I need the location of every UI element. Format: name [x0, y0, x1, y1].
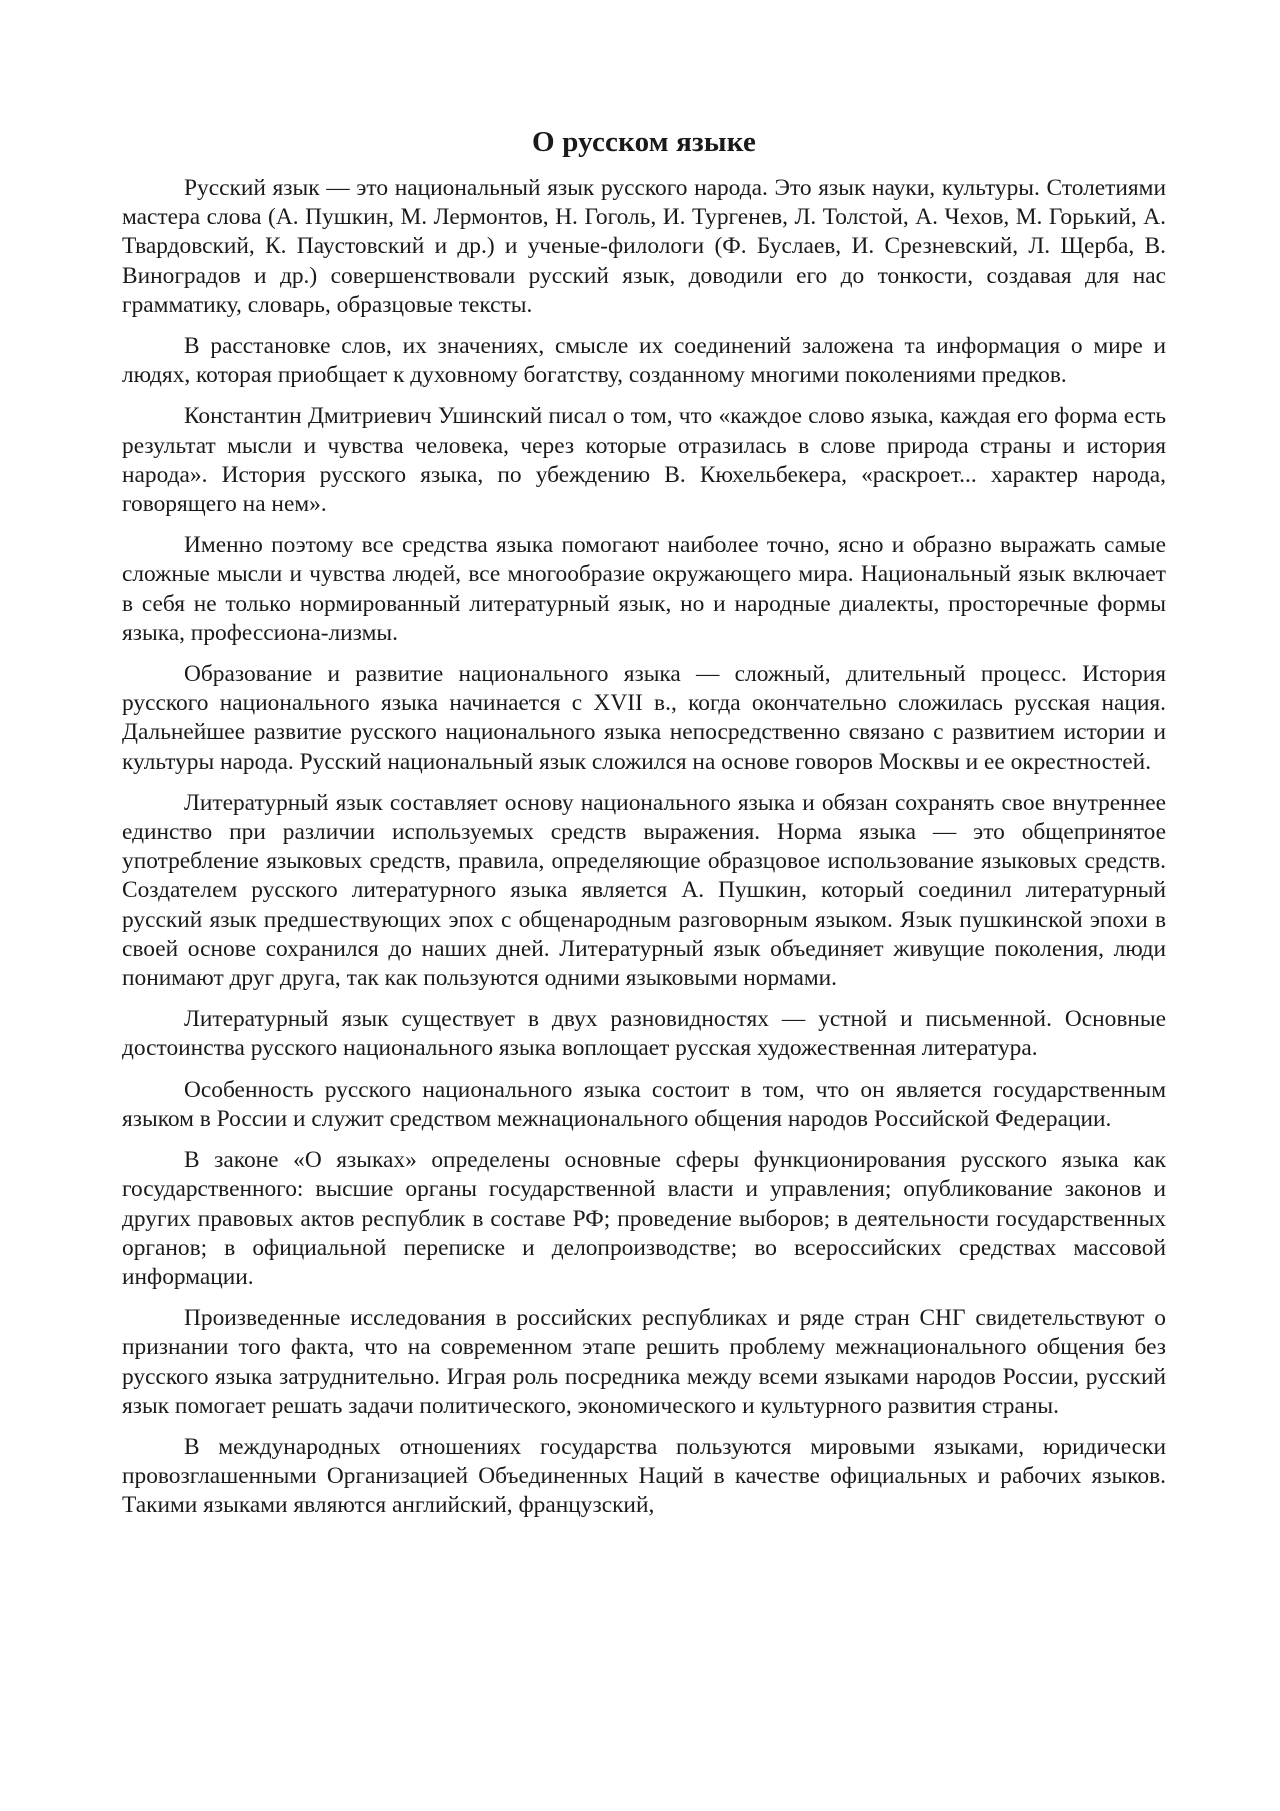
document-body — [122, 122, 1166, 1521]
document-title: О русском языке — [531, 126, 757, 158]
paragraph-8: Особенность русского национального языка состоит в том, что он является государственным языком в России и служит средством межнационального общения народов Российской Федерации. — [122, 1076, 1166, 1132]
paragraph-5: Образование и развитие национального языка — сложный, длительный процесс. История русского национального языка начинается с XVII в., когда окончательно сложилась русская нация. Дальнейшее развитие русского национального языка непосредственно связано с развитием истории и культуры народа. Русский национальный язык сложился на основе говоров Москвы и ее окрестностей. — [122, 661, 1166, 775]
paragraph-9: В законе «О языках» определены основные сферы функционирования русского языка как государственного: высшие органы государственной власти и управления; опубликование законов и других правовых актов республик в составе РФ; проведение выборов; в деятельности государственных органов; в официальной переписке и делопроизводстве; во всероссийских средствах массовой информации. — [122, 1147, 1166, 1290]
paragraph-2: В расстановке слов, их значениях, смысле их соединений заложена та информация о мире и людях, которая приобщает к духовному богатству, созданному многими поколениями предков. — [122, 333, 1166, 389]
paragraph-1: Русский язык — это национальный язык русского народа. Это язык науки, культуры. Столетиями мастера слова (А. Пушкин, М. Лермонтов, Н. Гоголь, И. Тургенев, Л. Толстой, А. Чехов, М. Горький, А. Твардовский, К. Паустовский и др.) и ученые-филологи (Ф. Буслаев, И. Срезневский, Л. Щерба, В. Виноградов и др.) совершенствовали русский язык, доводили его до тонкости, создавая для нас грамматику, словарь, образцовые тексты. — [122, 175, 1166, 318]
paragraph-6: Литературный язык составляет основу национального языка и обязан сохранять свое внутреннее единство при различии используемых средств выражения. Норма языка — это общепринятое употребление языковых средств, правила, определяющие образцовое использование языковых средств. Создателем русского литературного языка является А. Пушкин, который соединил литературный русский язык предшествующих эпох с общенародным разговорным языком. Язык пушкинской эпохи в своей основе сохранился до наших дней. Литературный язык объединяет живущие поколения, люди понимают друг друга, так как пользуются одними языковыми нормами. — [122, 789, 1166, 992]
paragraph-4: Именно поэтому все средства языка помогают наиболее точно, ясно и образно выражать самые сложные мысли и чувства людей, все многообразие окружающего мира. Национальный язык включает в себя не только нормированный литературный язык, но и народные диалекты, просторечные формы языка, профессиона-лизмы. — [122, 532, 1166, 646]
paragraph-11: В международных отношениях государства пользуются мировыми языками, юридически провозглашенными Организацией Объединенных Наций в качестве официальных и рабочих языков. Такими языками являются английский, французский, — [122, 1433, 1166, 1519]
paragraph-10: Произведенные исследования в российских республиках и ряде стран СНГ свидетельствуют о признании того факта, что на современном этапе решить проблему межнационального общения без русского языка затруднительно. Играя роль посредника между всеми языками народов России, русский язык помогает решать задачи политического, экономического и культурного развития страны. — [122, 1305, 1166, 1419]
paragraph-3: Константин Дмитриевич Ушинский писал о том, что «каждое слово языка, каждая его форма есть результат мысли и чувства человека, через которые отразилась в слове природа страны и история народа». История русского языка, по убеждению В. Кюхельбекера, «раскроет... характер народа, говорящего на нем». — [122, 403, 1166, 518]
paragraph-7: Литературный язык существует в двух разновидностях — устной и письменной. Основные достоинства русского национального языка воплощает русская художественная литература. — [122, 1006, 1166, 1062]
